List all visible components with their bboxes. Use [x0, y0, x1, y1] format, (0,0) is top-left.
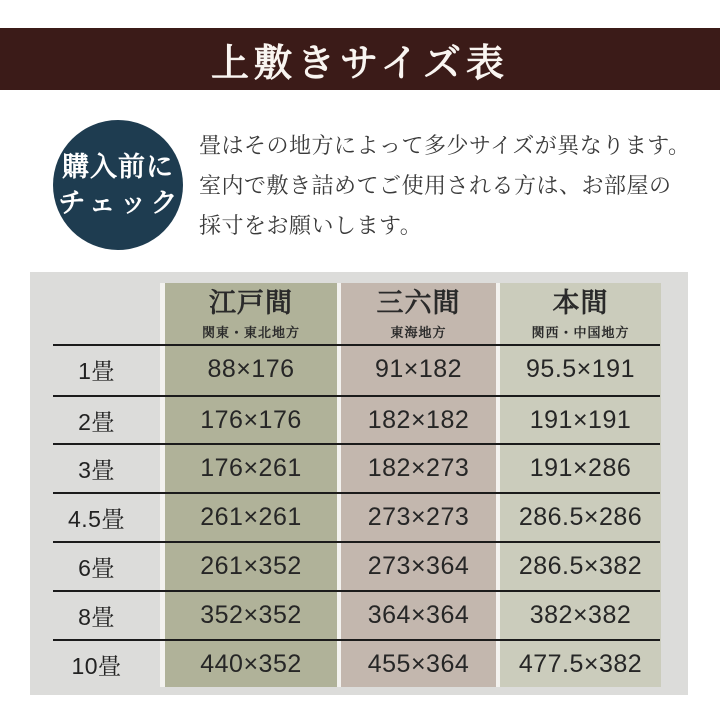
title-bar	[0, 28, 720, 90]
size-value-cell: 182×273	[367, 454, 470, 482]
row-label: 6畳	[78, 555, 115, 581]
check-before-purchase-badge	[53, 120, 183, 250]
size-value-cell: 286.5×382	[518, 552, 643, 580]
column-header	[341, 283, 496, 344]
size-value-cell: 364×364	[367, 601, 470, 629]
size-value-cell: 382×382	[529, 601, 632, 629]
size-table	[30, 272, 688, 695]
size-value-cell: 261×352	[200, 552, 302, 580]
badge-line-2: チェック	[58, 188, 182, 218]
size-value-cell: 88×176	[207, 355, 295, 383]
intro-line-3: 採寸をお願いします。	[199, 213, 423, 238]
size-value-cell: 352×352	[200, 601, 302, 629]
column-name: 三六間	[376, 287, 461, 318]
size-value-cell: 95.5×191	[526, 355, 635, 383]
column-name: 江戸間	[209, 287, 293, 318]
size-value-cell: 182×182	[367, 406, 470, 434]
size-value-cell: 455×364	[367, 650, 470, 678]
column-name: 本間	[552, 287, 609, 318]
intro-line-2: 室内で敷き詰めてご使用される方は、お部屋の	[199, 173, 672, 198]
size-value-cell: 261×261	[200, 503, 302, 531]
size-value-cell: 176×261	[200, 454, 302, 482]
size-value-cell: 191×191	[529, 406, 632, 434]
size-value-cell: 176×176	[200, 406, 302, 434]
column-region: 関東・東北地方	[201, 324, 300, 340]
row-label: 3畳	[78, 457, 115, 483]
column-header	[165, 283, 337, 344]
column-region: 関西・中国地方	[531, 324, 630, 340]
row-label: 8畳	[78, 604, 115, 630]
row-label: 10畳	[71, 653, 122, 679]
size-value-cell: 477.5×382	[518, 650, 643, 678]
size-value-cell: 273×364	[367, 552, 470, 580]
intro-line-1: 畳はその地方によって多少サイズが異なります。	[199, 133, 691, 158]
size-value-cell: 440×352	[200, 650, 302, 678]
row-label: 2畳	[78, 409, 115, 435]
size-value-cell: 273×273	[367, 503, 470, 531]
size-value-cell: 191×286	[529, 454, 632, 482]
column-region: 東海地方	[390, 324, 447, 340]
size-value-cell: 91×182	[374, 355, 463, 383]
intro-text	[199, 126, 699, 246]
badge-line-1: 購入前に	[62, 152, 174, 182]
size-value-cell: 286.5×286	[518, 503, 643, 531]
column-header	[500, 283, 661, 344]
row-label: 4.5畳	[68, 506, 125, 532]
page-title: 上敷きサイズ表	[211, 42, 509, 85]
row-label: 1畳	[78, 358, 115, 384]
